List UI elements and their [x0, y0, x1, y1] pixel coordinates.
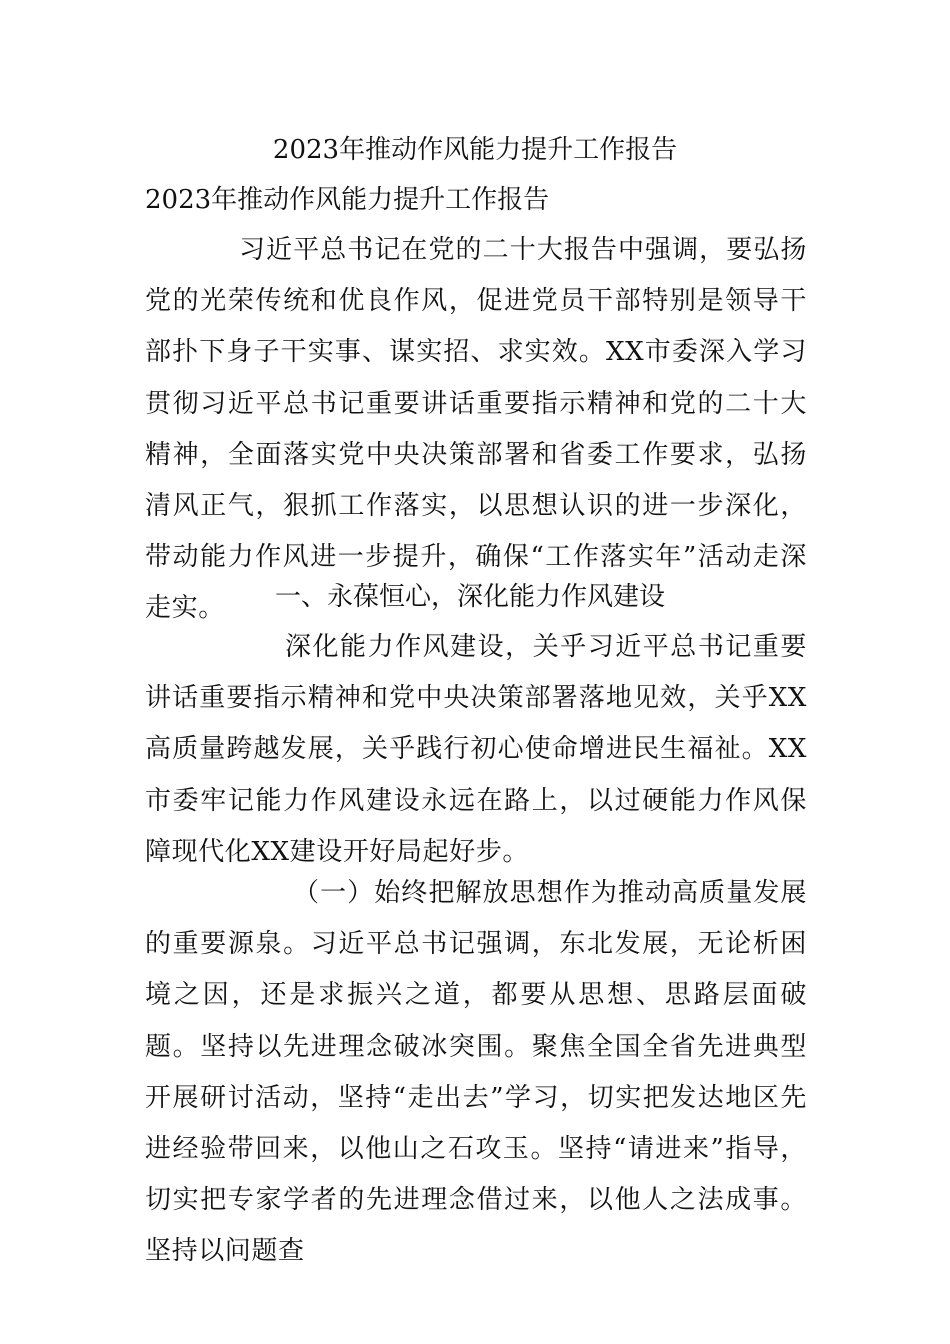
section-heading: 一、永葆恒心，深化能力作风建设 — [275, 582, 666, 612]
subsection-paragraph: （一）始终把解放思想作为推动高质量发展的重要源泉。习近平总书记强调，东北发展，无论析困境之因，还是求振兴之道，都要从思想、思路层面破题。坚持以先进理念破冰突围。聚焦全国全省先进典型开展研讨活动，坚持“走出去”学习，切实把发达地区先进经验带回来，以他山之石攻玉。坚持“请进来”指导，切实把专家学者的先进理念借过来，以他人之法成事。坚持以问题查 — [145, 878, 807, 1267]
intro-paragraph: 习近平总书记在党的二十大报告中强调，要弘扬党的光荣传统和优良作风，促进党员干部特别是领导干部扑下身子干实事、谋实招、求实效。XX市委深入学习贯彻习近平总书记重要讲话重要指示精神和党的二十大精神，全面落实党中央决策部署和省委工作要求，弘扬清风正气，狠抓工作落实，以思想认识的进一步深化，带动能力作风进一步提升，确保“工作落实年”活动走深走实。 — [145, 235, 807, 624]
document-title: 2023年推动作风能力提升工作报告 — [272, 135, 678, 165]
section-paragraph: 深化能力作风建设，关乎习近平总书记重要讲话重要指示精神和党中央决策部署落地见效，关乎XX高质量跨越发展，关乎践行初心使命增进民生福祉。XX市委牢记能力作风建设永远在路上，以过硬能力作风保障现代化XX建设开好局起好步。 — [145, 632, 807, 867]
document-subtitle: 2023年推动作风能力提升工作报告 — [145, 185, 550, 215]
